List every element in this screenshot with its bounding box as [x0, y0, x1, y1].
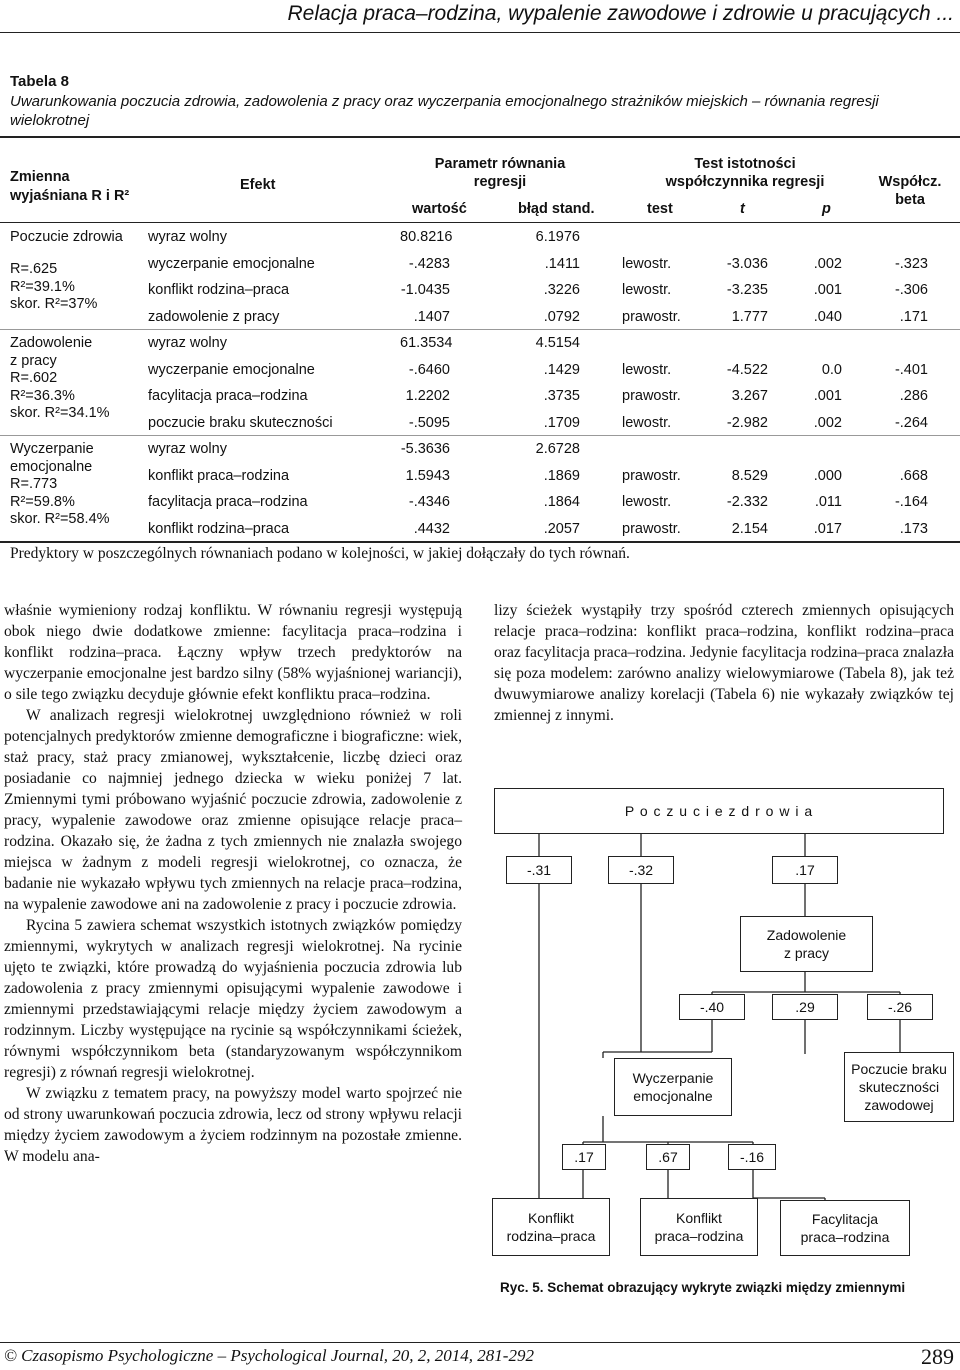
table-cell-value: -5.3636	[400, 441, 450, 457]
table-top-rule	[0, 136, 960, 138]
table-cell-se: 4.5154	[535, 335, 580, 351]
box-job-satisfaction	[740, 916, 873, 972]
header-t: t	[740, 201, 745, 217]
table-cell-t: -3.235	[726, 282, 768, 298]
table-cell-se: .2057	[543, 520, 580, 537]
table-cell-beta: .668	[899, 467, 928, 484]
table-cell-value: .4432	[413, 520, 450, 537]
table-cell-se: .1429	[543, 361, 580, 378]
box-label: Facylitacja	[811, 1211, 879, 1227]
table-cell-p: .040	[813, 308, 842, 325]
group-label: skor. R²=58.4%	[10, 511, 110, 527]
coef-box: -.26	[867, 994, 933, 1020]
header-se: błąd stand.	[518, 201, 595, 217]
header-beta-1: Współcz.	[878, 174, 942, 190]
header-test: test	[647, 201, 673, 217]
box-label: rodzina–praca	[506, 1228, 596, 1244]
coef-box: .29	[772, 994, 838, 1020]
group-label: emocjonalne	[10, 458, 93, 475]
header-dependent-2: wyjaśniana R i R²	[10, 188, 130, 204]
header-value: wartość	[412, 201, 467, 217]
table-note: Predyktory w poszczególnych równaniach podano w kolejności, w jakiej dołączały do tych równań.	[10, 545, 630, 562]
header-param-1: Parametr równania	[434, 156, 566, 172]
group-label: R=.773	[10, 476, 58, 492]
box-label: Wyczerpanie	[632, 1070, 714, 1086]
table-cell-effect: zadowolenie z pracy	[148, 308, 280, 325]
group-label: R=.602	[10, 370, 58, 386]
header-effect: Efekt	[240, 177, 276, 193]
path-diagram	[486, 786, 956, 1326]
group-label: skor. R²=37%	[10, 296, 98, 312]
table-cell-beta: -.401	[894, 361, 928, 378]
header-sig-1: Test istotności	[694, 156, 796, 172]
table-cell-beta: -.164	[894, 494, 928, 510]
table-cell-p: .002	[813, 414, 842, 431]
figure-caption: Ryc. 5. Schemat obrazujący wykryte związki między zmiennymi	[500, 1280, 906, 1295]
box-work-family-conflict	[640, 1198, 758, 1256]
box-label: Konflikt	[676, 1210, 722, 1226]
table-cell-se: .3735	[543, 388, 580, 404]
table-cell-value: 1.5943	[405, 467, 450, 484]
box-emotional-exhaustion	[614, 1058, 732, 1116]
table-cell-effect: wyczerpanie emocjonalne	[148, 255, 315, 272]
table-cell-t: 8.529	[731, 467, 768, 484]
coef-box: .67	[646, 1144, 690, 1170]
table-cell-t: -3.036	[726, 255, 768, 272]
group-label: z pracy	[10, 352, 57, 369]
table-cell-test: lewostr.	[622, 494, 672, 510]
coef-box: -.16	[728, 1144, 776, 1170]
table-cell-p: .011	[814, 494, 842, 510]
box-label: Poczucie braku	[851, 1061, 947, 1077]
table-cell-value: .1407	[413, 308, 450, 325]
header-rule	[0, 32, 960, 33]
table-cell-effect: poczucie braku skuteczności	[148, 414, 333, 431]
table-label: Tabela 8	[10, 73, 69, 90]
footer-rule	[0, 1342, 960, 1343]
group-divider	[0, 329, 960, 330]
table-cell-t: -2.982	[726, 414, 768, 431]
box-label: skuteczności	[858, 1079, 940, 1095]
box-work-family-facilitation	[780, 1200, 910, 1256]
table-cell-test: prawostr.	[622, 520, 681, 537]
group-label: skor. R²=34.1%	[10, 405, 110, 421]
table-header-rule	[0, 222, 960, 223]
table-cell-p: 0.0	[821, 361, 842, 378]
table-cell-effect: wyraz wolny	[148, 335, 227, 351]
table-cell-se: .1869	[543, 467, 580, 484]
group-divider	[0, 435, 960, 436]
table-cell-beta: .286	[899, 388, 928, 404]
left-column	[4, 600, 462, 1167]
table-cell-value: 61.3534	[400, 335, 453, 351]
table-caption: Uwarunkowania poczucia zdrowia, zadowolenia z pracy oraz wyczerpania emocjonalnego strażników miejskich – równania regresji wielokrotnej	[10, 93, 879, 129]
table-cell-value: -1.0435	[400, 282, 450, 298]
header-param-2: regresji	[473, 174, 527, 190]
group-label: Zadowolenie	[10, 335, 93, 351]
table-cell-t: 2.154	[731, 520, 768, 537]
box-label: Konflikt	[528, 1210, 574, 1226]
table-cell-se: .0792	[543, 308, 580, 325]
box-family-work-conflict	[492, 1198, 610, 1256]
table-cell-beta: -.306	[894, 282, 928, 298]
box-label: z pracy	[783, 945, 830, 961]
table-cell-beta: -.323	[894, 255, 928, 272]
table-cell-p: .000	[813, 467, 842, 484]
coef-box: -.40	[679, 994, 745, 1020]
group-label: R²=36.3%	[10, 387, 75, 404]
table-cell-value: 1.2202	[405, 388, 450, 404]
table-cell-t: -2.332	[726, 494, 768, 510]
paragraph: Rycina 5 zawiera schemat wszystkich istotnych związków pomiędzy zmiennymi, wykrytych w analizach regresji wielokrotnej. Na rycinie ujęto te związki, które prowadzą do wyjaśnienia poczucia zdrowia lub zadowolenia z pracy zmiennymi opisującymi wypalenie zawodowe i zmiennymi przedstawiającymi relacje między życiem zawodowym a rodzinnym. Liczby występujące na rycinie są współczynnikami ścieżek, równymi współczynnikom beta (standaryzowanym współczynnikom regresji) z równań regresji wielokrotnej.	[4, 917, 462, 1081]
box-label: zawodowej	[864, 1097, 934, 1113]
table-cell-p: .017	[813, 520, 842, 537]
page-number: 289	[921, 1344, 954, 1369]
header-dependent-1: Zmienna	[10, 169, 70, 185]
table-cell-value: -.4283	[408, 255, 450, 272]
table-cell-se: .1864	[543, 494, 580, 510]
table-cell-t: 1.777	[731, 308, 768, 325]
table-cell-beta: .173	[899, 520, 928, 537]
group-label: R²=39.1%	[10, 278, 75, 295]
table-cell-test: lewostr.	[622, 414, 672, 431]
group-label: Wyczerpanie	[10, 441, 94, 457]
table-cell-value: -.6460	[408, 361, 450, 378]
paragraph: lizy ścieżek wystąpiły trzy spośród czterech zmiennych opisujących relacje praca–rodzina: konflikt praca–rodzina, konflikt rodzina–praca oraz facylitacja praca–rodzina. Jedynie facylitacja rodzina–praca znalazła się poza modelem: zarówno analizy wielowymiarowe (Tabela 8), jak też dwuwymiarowe analizy korelacji (Tabela 6) nie wykazały związków tej zmiennej z innymi.	[494, 602, 954, 724]
table-cell-effect: wyraz wolny	[148, 229, 227, 245]
footer-journal: © Czasopismo Psychologiczne – Psychological Journal, 20, 2, 2014, 281-292	[4, 1346, 534, 1365]
table-cell-test: prawostr.	[622, 308, 681, 325]
paragraph: właśnie wymieniony rodzaj konfliktu. W równaniu regresji występują obok niego dwie dodatkowe zmienne: facylitacja praca–rodzina i konflikt rodzina–praca. Łączny wpływ trzech predyktorów na wyczerpanie emocjonalne jest bardzo silny (58% wyjaśnionej wariancji), o sile tego związku decyduje głównie efekt konfliktu praca–rodzina.	[4, 602, 462, 703]
table-cell-value: 80.8216	[400, 229, 453, 245]
table-cell-effect: facylitacja praca–rodzina	[148, 388, 308, 404]
table-cell-effect: facylitacja praca–rodzina	[148, 494, 308, 510]
table-bottom-rule	[0, 541, 960, 543]
paragraph: W analizach regresji wielokrotnej uwzględniono również w roli potencjalnych predyktorów zmienne demograficzne i biograficzne: wiek, staż pracy, staż pracy zmianowej, wykształcenie, liczbę dzieci oraz posiadanie co najmniej jednego dziecka w wieku poniżej 7 lat. Zmiennymi tymi próbowano wyjaśnić poczucie zdrowia, zadowolenie z pracy, wypalenie zawodowe oraz zmienne opisujące relacje praca–rodzina. Okazało się, że żadna z tych zmiennych nie znalazła swojego miejsca w żadnym z modeli regresji wielokrotnej, co oznacza, że badanie nie wykazało wpływu tych zmiennych na relacje praca–rodzina, na wypalenie zawodowe ani na zadowolenie z pracy i poczucie zdrowia.	[4, 707, 462, 913]
coef-box: -.31	[506, 856, 572, 884]
table-cell-se: .1411	[544, 255, 580, 272]
table-cell-test: lewostr.	[622, 282, 672, 298]
header-sig-2: współczynnika regresji	[665, 174, 825, 190]
table-cell-test: lewostr.	[622, 255, 672, 272]
table-cell-beta: -.264	[894, 414, 928, 431]
coef-box: -.32	[608, 856, 674, 884]
group-label: R=.625	[10, 261, 58, 277]
table-cell-se: .3226	[543, 282, 580, 298]
header-p: p	[822, 201, 831, 217]
table-cell-p: .002	[813, 255, 842, 272]
table-cell-effect: konflikt rodzina–praca	[148, 520, 290, 537]
box-label: Zadowolenie	[766, 927, 847, 943]
table-cell-value: -.5095	[408, 414, 450, 431]
table-cell-t: 3.267	[731, 388, 768, 404]
table-cell-p: .001	[813, 388, 842, 404]
box-inefficacy	[844, 1052, 954, 1122]
table-cell-effect: wyraz wolny	[148, 441, 227, 457]
table-cell-effect: konflikt praca–rodzina	[148, 467, 290, 484]
table-cell-beta: .171	[899, 308, 928, 325]
table-cell-value: -.4346	[408, 494, 450, 510]
paragraph: W związku z tematem pracy, na powyższy model warto spojrzeć nie od strony uwarunkowań poczucia zdrowia, lecz od strony wpływu relacji między życiem zawodowym a życiem rodzinnym na pozostałe zmienne. W modelu ana-	[4, 1085, 462, 1165]
table-cell-test: prawostr.	[622, 467, 681, 484]
group-label: R²=59.8%	[10, 493, 75, 510]
table-cell-p: .001	[813, 282, 842, 298]
right-column	[494, 600, 954, 726]
group-label: Poczucie zdrowia	[10, 229, 123, 245]
box-label: praca–rodzina	[800, 1229, 890, 1245]
table-cell-se: .1709	[543, 414, 580, 431]
header-beta-2: beta	[895, 192, 925, 208]
table-cell-t: -4.522	[726, 361, 768, 378]
table-cell-test: prawostr.	[622, 388, 681, 404]
box-label: emocjonalne	[633, 1088, 713, 1104]
table-cell-se: 2.6728	[535, 441, 580, 457]
table-cell-effect: wyczerpanie emocjonalne	[148, 361, 315, 378]
running-head: Relacja praca–rodzina, wypalenie zawodowe i zdrowie u pracujących ...	[287, 2, 954, 25]
box-health: P o c z u c i e z d r o w i a	[494, 788, 944, 834]
table-cell-test: lewostr.	[622, 361, 672, 378]
box-label: praca–rodzina	[654, 1228, 744, 1244]
table-cell-se: 6.1976	[535, 229, 580, 245]
coef-box: .17	[772, 856, 838, 884]
table-cell-effect: konflikt rodzina–praca	[148, 282, 290, 298]
coef-box: .17	[562, 1144, 606, 1170]
